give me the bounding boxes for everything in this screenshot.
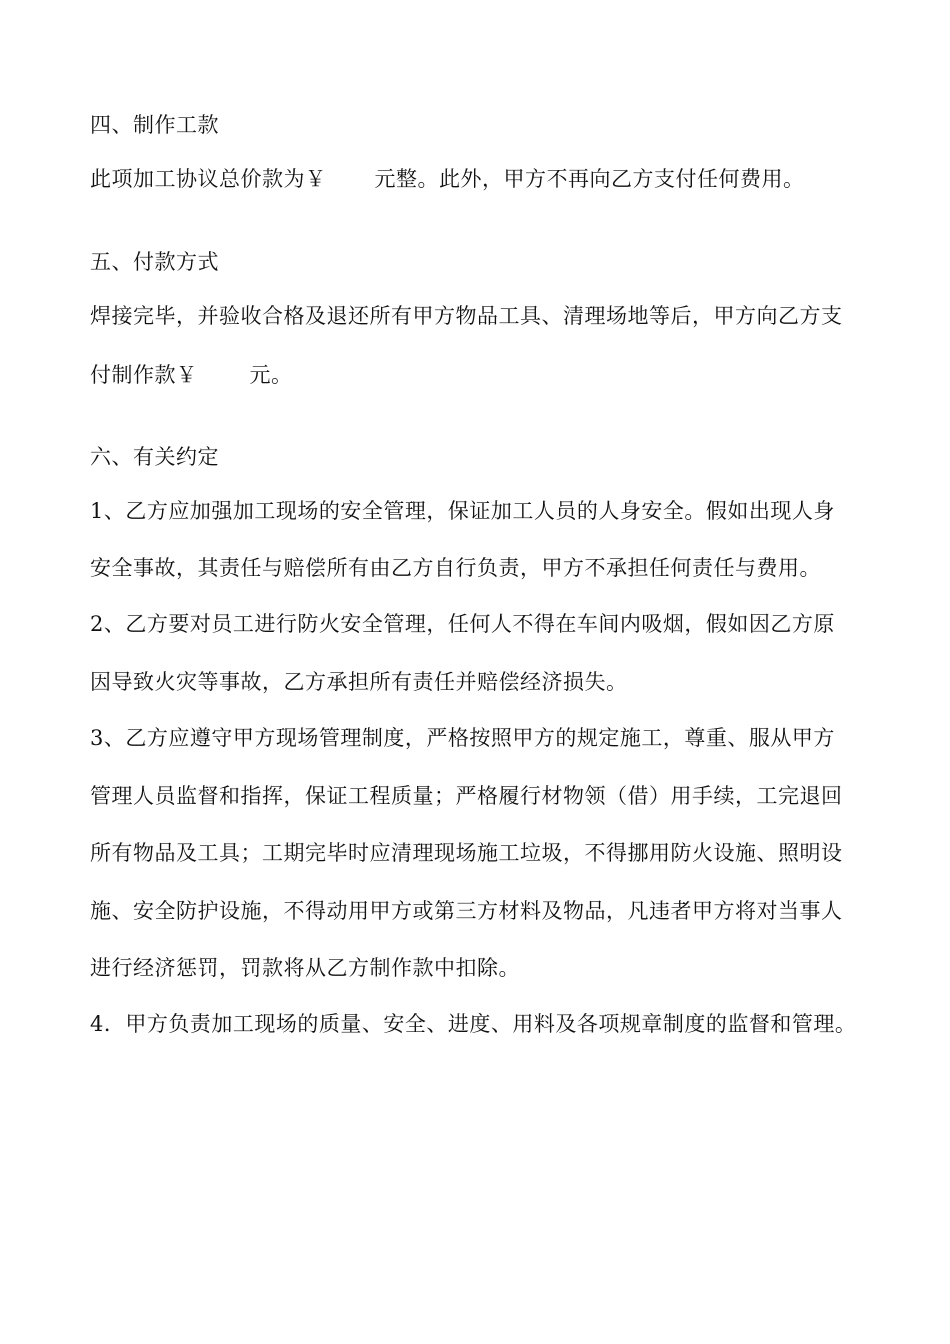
section-6-line: 1、乙方应加强加工现场的安全管理，保证加工人员的人身安全。假如出现人身: [90, 499, 835, 523]
price-suffix: 元整。此外，甲方不再向乙方支付任何费用。: [374, 167, 805, 191]
section-5-line-2: [90, 360, 293, 390]
section-6-line: 进行经济惩罚，罚款将从乙方制作款中扣除。: [90, 956, 520, 980]
section-6-line: 3、乙方应遵守甲方现场管理制度，严格按照甲方的规定施工，尊重、服从甲方: [90, 726, 835, 750]
section-6-line: 所有物品及工具；工期完毕时应清理现场施工垃圾，不得挪用防火设施、照明设: [90, 841, 843, 865]
price-prefix: 此项加工协议总价款为￥: [90, 167, 327, 191]
section-6-line: 2、乙方要对员工进行防火安全管理，任何人不得在车间内吸烟，假如因乙方原: [90, 612, 835, 636]
section-6-heading: 六、有关约定: [90, 445, 219, 469]
section-5-line-1: 焊接完毕，并验收合格及退还所有甲方物品工具、清理场地等后，甲方向乙方支: [90, 304, 843, 328]
section-6-line: 4．甲方负责加工现场的质量、安全、进度、用料及各项规章制度的监督和管理。: [90, 1012, 857, 1036]
section-6-line: 施、安全防护设施，不得动用甲方或第三方材料及物品，凡违者甲方将对当事人: [90, 899, 843, 923]
section-6-line: 安全事故，其责任与赔偿所有由乙方自行负责，甲方不承担任何责任与费用。: [90, 556, 821, 580]
section-4-heading: 四、制作工款: [90, 113, 219, 137]
section-5-heading: 五、付款方式: [90, 250, 219, 274]
section-6-line: 因导致火灾等事故，乙方承担所有责任并赔偿经济损失。: [90, 670, 628, 694]
payment-prefix: 付制作款￥: [90, 363, 198, 387]
section-4-price-line: [90, 164, 805, 194]
section-6-line: 管理人员监督和指挥，保证工程质量；严格履行材物领（借）用手续，工完退回: [90, 784, 843, 808]
payment-suffix: 元。: [249, 363, 293, 387]
